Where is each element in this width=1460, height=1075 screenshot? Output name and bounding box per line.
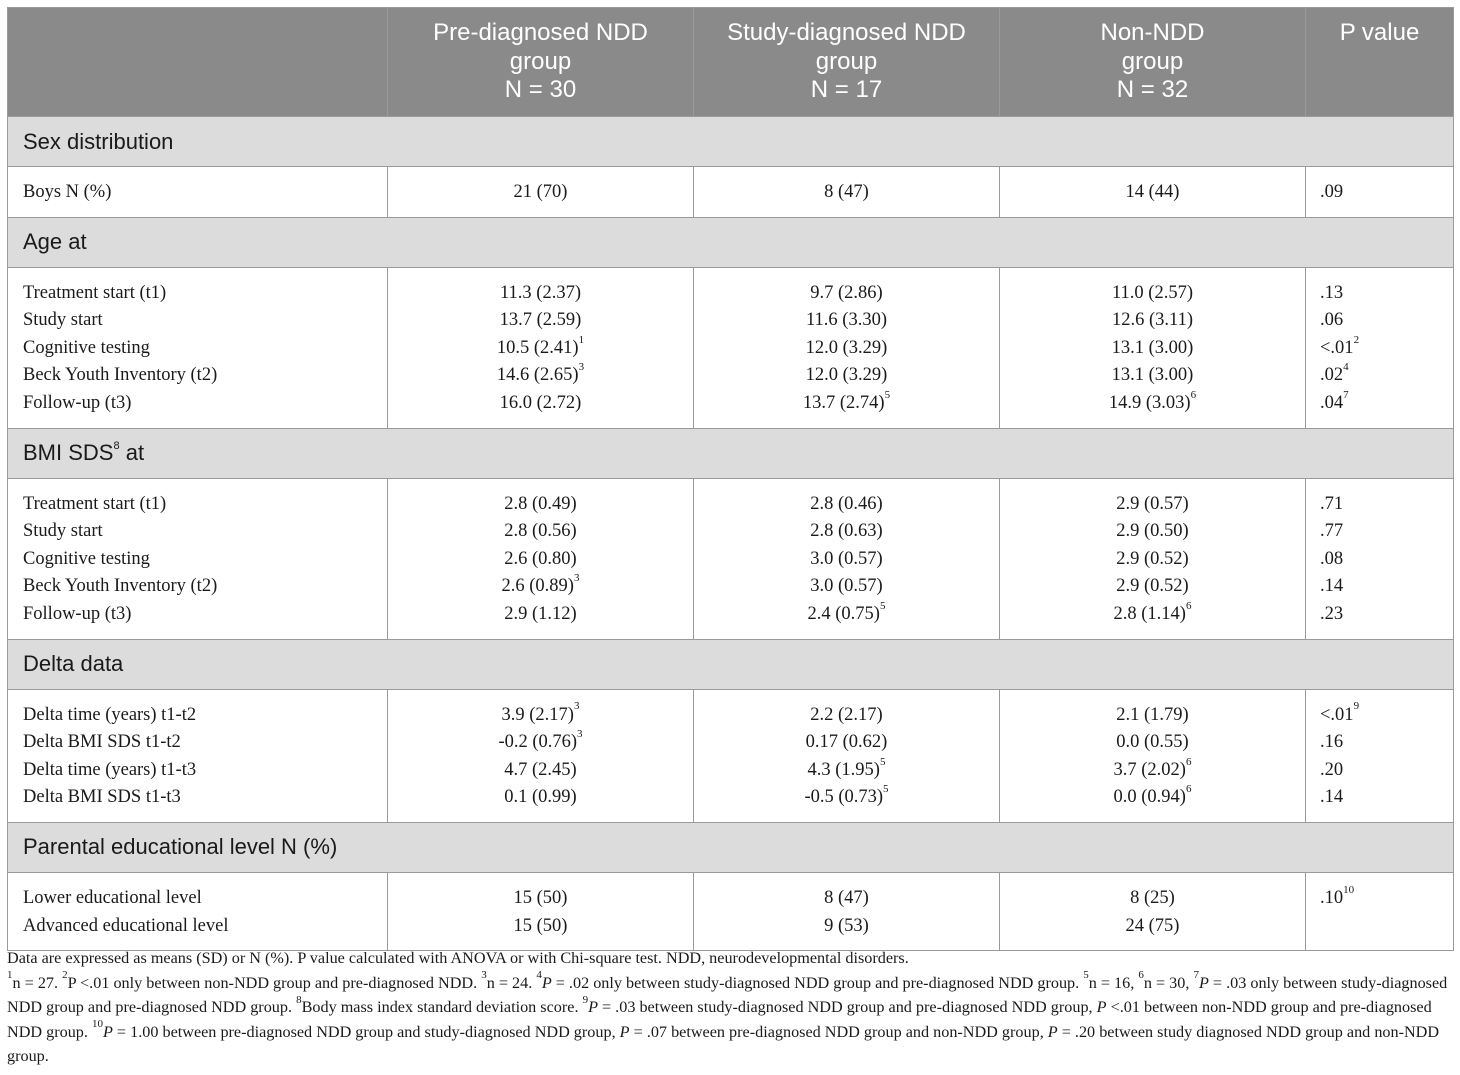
study-value: 8 (47) <box>824 887 869 908</box>
row-label: Cognitive testing <box>23 337 150 358</box>
non-value: 0.0 (0.94) <box>1113 787 1186 808</box>
non-value: 2.9 (0.52) <box>1116 576 1189 597</box>
label-column <box>8 167 388 218</box>
header-p-value-label: P value <box>1339 19 1420 46</box>
study-value: 8 (47) <box>824 182 869 202</box>
study-value: -0.5 (0.73) <box>804 787 884 808</box>
section-header-age <box>8 217 1454 267</box>
row-label-cell <box>23 757 387 785</box>
footnote-marker: 9 <box>582 993 589 1006</box>
group-rows <box>8 167 1454 218</box>
p-value-column <box>1306 267 1454 428</box>
section-header-education <box>8 822 1454 872</box>
p-value-cell <box>1320 913 1453 941</box>
table-header-row <box>8 8 1454 117</box>
p-value-cell <box>1320 784 1453 812</box>
study-value-cell <box>694 179 999 207</box>
bmi-title-tail: at <box>119 440 145 466</box>
non-value: 0.0 (0.55) <box>1116 732 1189 753</box>
pre-value: 15 (50) <box>513 915 568 936</box>
p-value: .10 <box>1320 887 1344 908</box>
non-value-cell <box>1000 280 1305 308</box>
row-label-cell <box>23 573 387 601</box>
non-value: 11.0 (2.57) <box>1111 282 1193 303</box>
row-label: Beck Youth Inventory (t2) <box>23 365 218 386</box>
study-value-cell <box>694 573 999 601</box>
label-column <box>8 478 388 639</box>
row-label-cell <box>23 280 387 308</box>
header-study-line3: N = 17 <box>810 76 883 103</box>
pre-value-cell <box>388 885 693 913</box>
row-label: Cognitive testing <box>23 548 150 569</box>
footnote-marker: 1 <box>578 333 585 346</box>
footnote-marker: 8 <box>296 993 302 1006</box>
row-label-cell <box>23 546 387 574</box>
footnote-intro: Data are expressed as means (SD) or N (%). P value calculated with ANOVA or with Chi-square test. NDD, neurodevelopmental disorders. <box>7 949 909 967</box>
study-value: 2.8 (0.46) <box>810 493 883 514</box>
footnote-marker: 2 <box>62 969 68 982</box>
footnote-marker: 3 <box>573 572 580 585</box>
non-value-cell <box>1000 307 1305 335</box>
section-title-age: Age at <box>8 217 1454 267</box>
row-label: Boys N (%) <box>23 182 112 202</box>
study-diagnosed-column <box>694 167 1000 218</box>
p-value: .04 <box>1320 392 1344 413</box>
non-value-cell <box>1000 784 1305 812</box>
pre-value-cell <box>388 702 693 730</box>
row-label-cell <box>23 307 387 335</box>
p-value: .71 <box>1320 493 1344 514</box>
header-pre-line3: N = 30 <box>504 76 577 103</box>
header-p-value <box>1306 8 1454 117</box>
non-value: 12.6 (3.11) <box>1111 310 1193 331</box>
p-value: .02 <box>1320 365 1344 386</box>
pre-value: 11.3 (2.37) <box>499 282 581 303</box>
pre-value: 16.0 (2.72) <box>499 392 582 413</box>
footnote-marker: 7 <box>1343 388 1349 401</box>
footnote-text: <.01 between non-NDD group and pre-diagnosed NDD group. <box>7 998 1432 1041</box>
section-title-education: Parental educational level N (%) <box>8 822 1454 872</box>
pre-diagnosed-column <box>388 167 694 218</box>
pre-value-cell <box>388 307 693 335</box>
p-value: .06 <box>1320 310 1344 331</box>
header-study-line1: Study-diagnosed NDD <box>727 19 966 46</box>
section-header-bmi <box>8 428 1454 478</box>
study-value-cell <box>694 390 999 418</box>
section-title-bmi <box>8 428 1454 478</box>
study-value: 9.7 (2.86) <box>810 282 883 303</box>
footnote-marker: 6 <box>1185 599 1192 612</box>
footnote-text: n = 27. <box>12 973 63 992</box>
footnote-list <box>7 971 1457 1069</box>
footnote-italic: P <box>102 1022 113 1041</box>
footnote-italic: P <box>541 973 552 992</box>
footnote-marker: 3 <box>577 727 583 740</box>
pre-value-cell <box>388 179 693 207</box>
p-value-cell <box>1320 307 1453 335</box>
study-value-cell <box>694 335 999 363</box>
p-value-cell <box>1320 757 1453 785</box>
pre-value-cell <box>388 518 693 546</box>
study-diagnosed-column <box>694 267 1000 428</box>
row-label-cell <box>23 362 387 390</box>
pre-value-cell <box>388 729 693 757</box>
footnote-marker: 3 <box>573 700 580 713</box>
group-rows <box>8 872 1454 950</box>
footnote-marker: 5 <box>879 755 886 768</box>
row-label-cell <box>23 518 387 546</box>
study-value: 2.2 (2.17) <box>810 704 883 725</box>
footnote-marker: 1 <box>7 969 13 982</box>
pre-diagnosed-column <box>388 478 694 639</box>
non-value: 13.1 (3.00) <box>1111 365 1194 386</box>
study-value: 12.0 (3.29) <box>805 365 888 386</box>
footnote-italic: P <box>1047 1022 1058 1041</box>
non-value: 24 (75) <box>1125 915 1180 936</box>
footnote-marker: 10 <box>1343 883 1355 896</box>
non-value-cell <box>1000 335 1305 363</box>
header-empty-cell <box>8 8 388 117</box>
footnote-text: = 1.00 between pre-diagnosed NDD group and study-diagnosed NDD group, <box>112 1022 620 1041</box>
study-value: 4.3 (1.95) <box>807 759 880 780</box>
footnote-text: = .20 between study diagnosed NDD group and non-NDD group. <box>7 1022 1440 1066</box>
pre-diagnosed-column <box>388 872 694 950</box>
study-value-cell <box>694 702 999 730</box>
non-value: 2.9 (0.52) <box>1116 548 1189 569</box>
p-value-cell <box>1320 362 1453 390</box>
footnote-italic: P <box>1096 998 1107 1017</box>
non-value-cell <box>1000 702 1305 730</box>
p-value-column <box>1306 167 1454 218</box>
bmi-title-main: BMI SDS <box>23 440 114 466</box>
pre-value-cell <box>388 757 693 785</box>
non-value-cell <box>1000 729 1305 757</box>
row-label-cell <box>23 491 387 519</box>
study-value-cell <box>694 913 999 941</box>
row-label: Delta time (years) t1-t2 <box>23 704 197 725</box>
label-column <box>8 267 388 428</box>
table-container <box>7 7 1453 951</box>
pre-value: 14.6 (2.65) <box>496 365 579 386</box>
p-value-cell <box>1320 729 1453 757</box>
study-diagnosed-column <box>694 478 1000 639</box>
characteristics-table <box>7 7 1454 951</box>
header-pre-diagnosed <box>388 8 694 117</box>
study-value-cell <box>694 601 999 629</box>
pre-value-cell <box>388 573 693 601</box>
non-value-cell <box>1000 573 1305 601</box>
non-value-cell <box>1000 885 1305 913</box>
study-value-cell <box>694 784 999 812</box>
non-value-cell <box>1000 546 1305 574</box>
non-value-cell <box>1000 757 1305 785</box>
p-value-cell <box>1320 601 1453 629</box>
row-label: Treatment start (t1) <box>23 282 167 303</box>
p-value: <.01 <box>1320 337 1354 358</box>
footnote-marker: 3 <box>578 361 585 374</box>
pre-value: 3.9 (2.17) <box>501 704 574 725</box>
row-label-cell <box>23 885 387 913</box>
row-label-cell <box>23 179 387 207</box>
p-value-cell <box>1320 885 1453 913</box>
footnote-marker: 4 <box>1343 361 1349 374</box>
row-label: Advanced educational level <box>23 915 229 936</box>
footnote-italic: P <box>588 998 598 1017</box>
footnote-marker: 9 <box>1353 700 1360 713</box>
non-value: 2.1 (1.79) <box>1116 704 1189 725</box>
study-value-cell <box>694 307 999 335</box>
study-value: 13.7 (2.74) <box>802 392 885 413</box>
study-value: 3.0 (0.57) <box>810 548 883 569</box>
non-value-cell <box>1000 362 1305 390</box>
section-header-delta <box>8 639 1454 689</box>
study-value-cell <box>694 280 999 308</box>
non-value: 3.7 (2.02) <box>1113 759 1186 780</box>
footnote-text: n = 16, <box>1088 973 1139 992</box>
pre-value-cell <box>388 784 693 812</box>
row-label-cell <box>23 335 387 363</box>
p-value-cell <box>1320 280 1453 308</box>
non-value: 8 (25) <box>1130 887 1175 908</box>
p-value: .14 <box>1320 576 1344 597</box>
p-value-cell <box>1320 518 1453 546</box>
p-value: .13 <box>1320 282 1344 303</box>
study-value: 9 (53) <box>824 915 869 936</box>
pre-value: 10.5 (2.41) <box>496 337 579 358</box>
footnote-marker: 6 <box>1190 388 1197 401</box>
p-value: .14 <box>1320 787 1344 808</box>
row-label-cell <box>23 729 387 757</box>
label-column <box>8 689 388 822</box>
pre-value: 15 (50) <box>513 887 568 908</box>
section-header-sex <box>8 117 1454 167</box>
footnote-marker: 5 <box>1083 969 1089 982</box>
study-value-cell <box>694 518 999 546</box>
p-value: .09 <box>1320 182 1344 202</box>
p-value-cell <box>1320 179 1453 207</box>
pre-value: 13.7 (2.59) <box>499 310 582 331</box>
p-value-cell <box>1320 390 1453 418</box>
p-value-cell <box>1320 546 1453 574</box>
pre-value-cell <box>388 335 693 363</box>
pre-diagnosed-column <box>388 267 694 428</box>
footnote-text: Body mass index standard deviation score. <box>301 998 583 1017</box>
table-footnotes <box>7 946 1457 1069</box>
header-study-line2: group <box>815 47 878 75</box>
footnote-marker: 5 <box>883 783 889 796</box>
footnote-marker: 7 <box>1193 969 1199 982</box>
p-value: .77 <box>1320 521 1344 542</box>
study-value-cell <box>694 491 999 519</box>
row-label: Treatment start (t1) <box>23 493 167 514</box>
footnote-marker: 6 <box>1185 755 1192 768</box>
p-value: <.01 <box>1320 704 1354 725</box>
header-non-line3: N = 32 <box>1116 76 1189 103</box>
p-value-cell <box>1320 573 1453 601</box>
pre-value: 2.9 (1.12) <box>504 603 577 624</box>
header-pre-line2: group <box>509 47 572 75</box>
study-value: 11.6 (3.30) <box>805 310 887 331</box>
pre-value: 2.6 (0.80) <box>504 548 577 569</box>
pre-value-cell <box>388 491 693 519</box>
non-value-cell <box>1000 601 1305 629</box>
row-label: Follow-up (t3) <box>23 392 132 413</box>
label-column <box>8 872 388 950</box>
non-value: 14.9 (3.03) <box>1108 392 1191 413</box>
footnote-text: n = 30, <box>1143 973 1194 992</box>
study-value-cell <box>694 546 999 574</box>
pre-value: -0.2 (0.76) <box>498 732 578 753</box>
footnote-marker: 4 <box>536 969 542 982</box>
p-value: .08 <box>1320 548 1344 569</box>
non-value-cell <box>1000 491 1305 519</box>
non-ndd-column <box>1000 267 1306 428</box>
footnote-text: = .07 between pre-diagnosed NDD group and non-NDD group, <box>629 1022 1048 1041</box>
footnote-marker: 6 <box>1138 969 1144 982</box>
row-label: Lower educational level <box>23 887 202 908</box>
row-label: Study start <box>23 310 103 331</box>
p-value-column <box>1306 689 1454 822</box>
header-non-line1: Non-NDD <box>1100 19 1205 46</box>
study-value-cell <box>694 885 999 913</box>
header-study-diagnosed <box>694 8 1000 117</box>
non-value: 2.8 (1.14) <box>1113 603 1186 624</box>
group-rows <box>8 689 1454 822</box>
non-value: 13.1 (3.00) <box>1111 337 1194 358</box>
non-ndd-column <box>1000 689 1306 822</box>
study-value-cell <box>694 757 999 785</box>
footnote-marker: 10 <box>91 1018 103 1031</box>
pre-value: 2.8 (0.56) <box>504 521 577 542</box>
section-title-delta: Delta data <box>8 639 1454 689</box>
p-value-column <box>1306 478 1454 639</box>
footnote-text: = .03 only between study-diagnosed NDD group and pre-diagnosed NDD group. <box>7 973 1448 1017</box>
group-rows <box>8 267 1454 428</box>
non-value-cell <box>1000 913 1305 941</box>
footnote-italic: P <box>1198 973 1209 992</box>
footnote-marker: 5 <box>879 599 886 612</box>
non-value-cell <box>1000 390 1305 418</box>
pre-value: 21 (70) <box>513 182 568 202</box>
non-value: 14 (44) <box>1125 182 1180 202</box>
section-title-sex: Sex distribution <box>8 117 1454 167</box>
row-label-cell <box>23 913 387 941</box>
pre-value-cell <box>388 362 693 390</box>
non-value: 2.9 (0.57) <box>1116 493 1189 514</box>
bmi-title-sup: 8 <box>113 439 120 452</box>
study-value: 12.0 (3.29) <box>805 337 888 358</box>
study-value-cell <box>694 362 999 390</box>
p-value: .16 <box>1320 732 1344 753</box>
footnote-text: = .03 between study-diagnosed NDD group and pre-diagnosed NDD group, <box>597 998 1097 1017</box>
footnote-italic: P <box>619 1022 630 1041</box>
non-ndd-column <box>1000 872 1306 950</box>
study-value: 0.17 (0.62) <box>805 732 888 753</box>
row-label: Follow-up (t3) <box>23 603 132 624</box>
footnote-text: P <.01 only between non-NDD group and pre-diagnosed NDD. <box>67 973 482 992</box>
study-diagnosed-column <box>694 872 1000 950</box>
study-diagnosed-column <box>694 689 1000 822</box>
p-value: .20 <box>1320 759 1344 780</box>
pre-value: 2.8 (0.49) <box>504 493 577 514</box>
row-label-cell <box>23 390 387 418</box>
pre-value: 4.7 (2.45) <box>504 759 577 780</box>
pre-value-cell <box>388 390 693 418</box>
header-pre-line1: Pre-diagnosed NDD <box>433 19 648 46</box>
row-label: Study start <box>23 521 103 542</box>
row-label-cell <box>23 702 387 730</box>
row-label: Delta time (years) t1-t3 <box>23 759 197 780</box>
pre-value: 2.6 (0.89) <box>501 576 574 597</box>
pre-value-cell <box>388 913 693 941</box>
row-label: Delta BMI SDS t1-t3 <box>23 787 181 808</box>
footnote-text: = .02 only between study-diagnosed NDD group and pre-diagnosed NDD group. <box>551 973 1084 992</box>
non-ndd-column <box>1000 478 1306 639</box>
study-value: 2.8 (0.63) <box>810 521 883 542</box>
header-non-line2: group <box>1121 47 1184 75</box>
p-value: .23 <box>1320 603 1344 624</box>
p-value-column <box>1306 872 1454 950</box>
p-value-cell <box>1320 702 1453 730</box>
p-value-cell <box>1320 335 1453 363</box>
row-label: Delta BMI SDS t1-t2 <box>23 732 181 753</box>
row-label-cell <box>23 601 387 629</box>
pre-value-cell <box>388 280 693 308</box>
study-value-cell <box>694 729 999 757</box>
p-value-cell <box>1320 491 1453 519</box>
non-ndd-column <box>1000 167 1306 218</box>
footnote-marker: 3 <box>481 969 487 982</box>
header-non-ndd <box>1000 8 1306 117</box>
study-value: 2.4 (0.75) <box>807 603 880 624</box>
footnote-marker: 6 <box>1185 783 1192 796</box>
non-value: 2.9 (0.50) <box>1116 521 1189 542</box>
footnote-marker: 2 <box>1353 333 1360 346</box>
footnote-text: n = 24. <box>486 973 537 992</box>
group-rows <box>8 478 1454 639</box>
row-label: Beck Youth Inventory (t2) <box>23 576 218 597</box>
pre-diagnosed-column <box>388 689 694 822</box>
footnote-marker: 5 <box>884 388 891 401</box>
non-value-cell <box>1000 518 1305 546</box>
pre-value-cell <box>388 546 693 574</box>
pre-value: 0.1 (0.99) <box>504 787 577 808</box>
row-label-cell <box>23 784 387 812</box>
non-value-cell <box>1000 179 1305 207</box>
pre-value-cell <box>388 601 693 629</box>
study-value: 3.0 (0.57) <box>810 576 883 597</box>
